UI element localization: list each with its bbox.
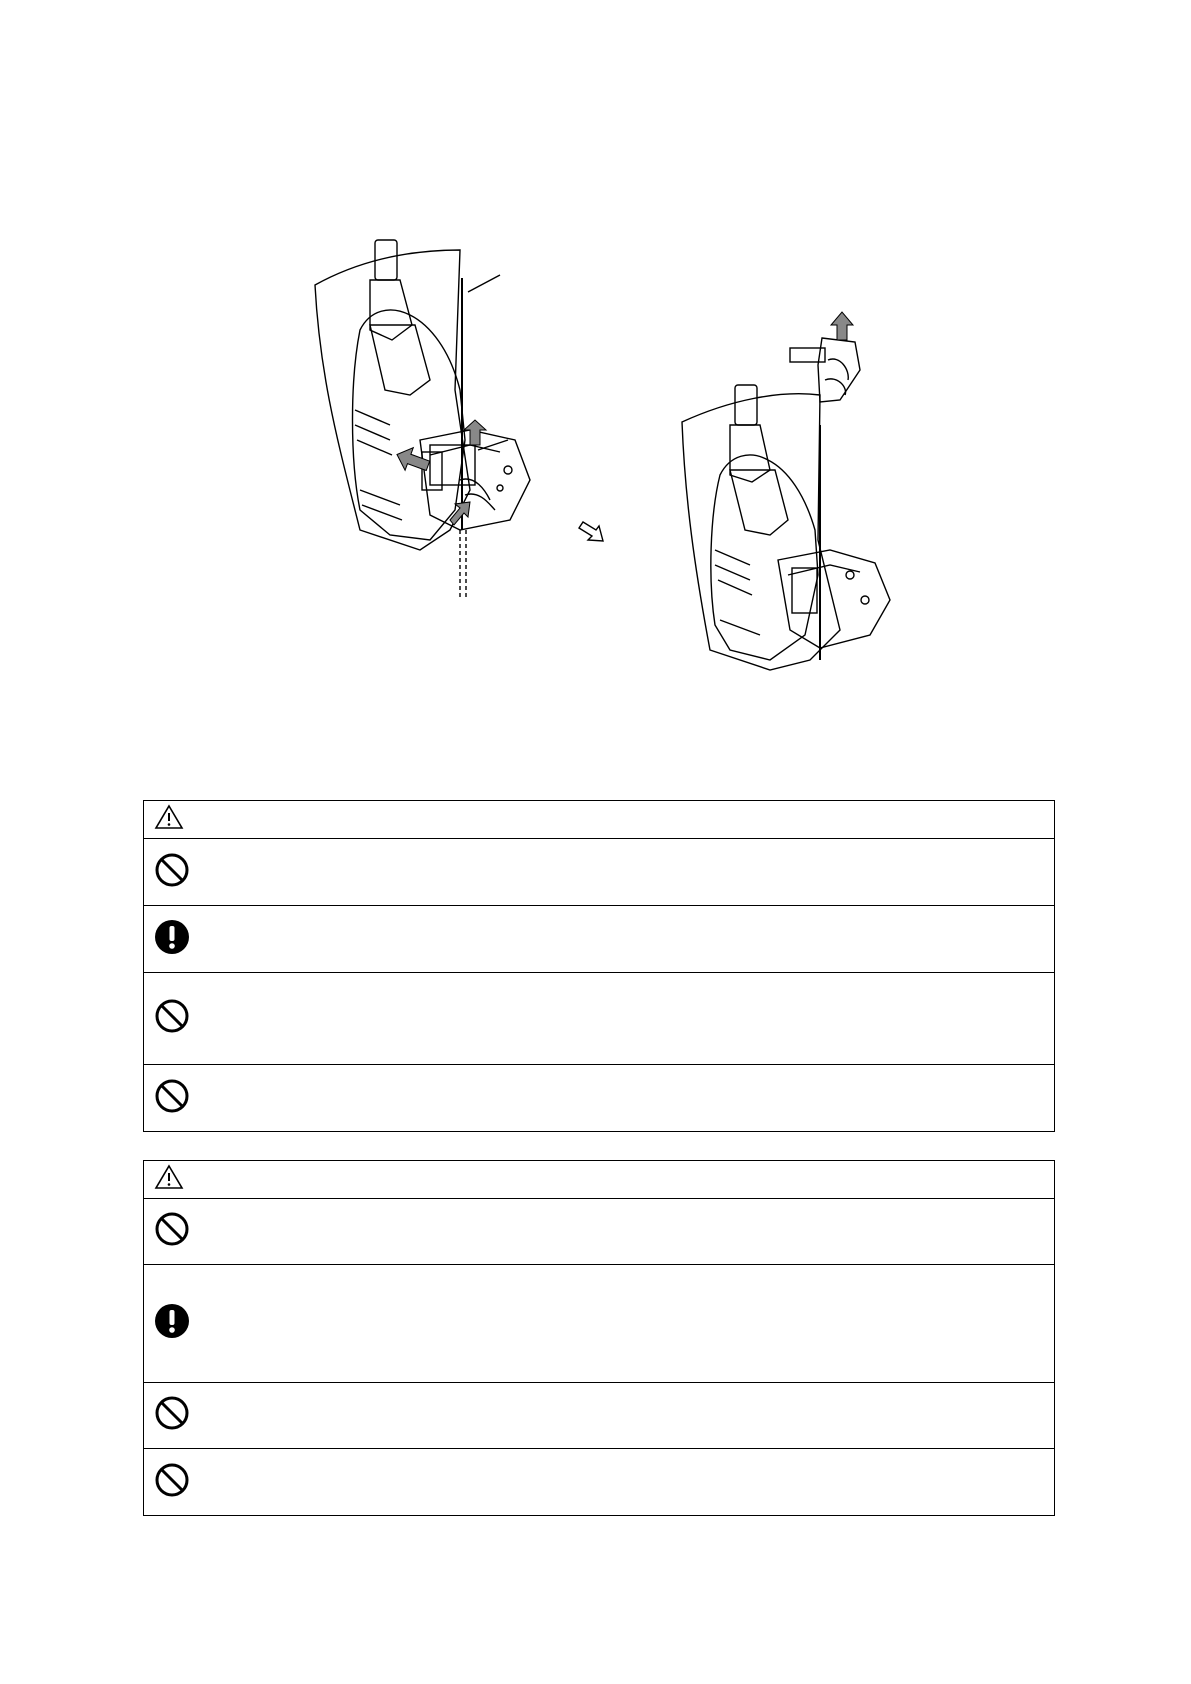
arrow-left-icon: [393, 443, 432, 477]
prohibition-icon: [154, 998, 190, 1039]
warning-header-2: [144, 1161, 1054, 1199]
right-sheath: [682, 394, 840, 670]
warning-triangle-icon: [154, 804, 184, 835]
warning-table-1: [143, 800, 1055, 1132]
warning-table-2: [143, 1160, 1055, 1516]
warning-row: [144, 1449, 1054, 1515]
warning-triangle-icon: [154, 1164, 184, 1195]
probe-illustration: [300, 230, 980, 720]
warning-row: [144, 1265, 1054, 1383]
prohibition-icon: [154, 1462, 190, 1503]
left-probe-body: [353, 310, 466, 540]
warning-row: [144, 839, 1054, 906]
mandatory-icon: [154, 919, 190, 960]
prohibition-icon: [154, 1078, 190, 1119]
warning-row: [144, 1383, 1054, 1449]
warning-row: [144, 1199, 1054, 1265]
arrow-up-detached-icon: [831, 312, 853, 340]
mandatory-icon: [154, 1303, 190, 1344]
probe-removal-figure: [300, 230, 980, 720]
warning-row: [144, 906, 1054, 973]
warning-header-1: [144, 801, 1054, 839]
transition-arrow-icon: [579, 522, 603, 541]
warning-row: [144, 973, 1054, 1065]
prohibition-icon: [154, 852, 190, 893]
right-probe-body: [711, 455, 818, 660]
arrow-up-right-icon: [450, 502, 470, 525]
left-sheath: [315, 250, 470, 550]
warning-row: [144, 1065, 1054, 1131]
prohibition-icon: [154, 1211, 190, 1252]
prohibition-icon: [154, 1395, 190, 1436]
